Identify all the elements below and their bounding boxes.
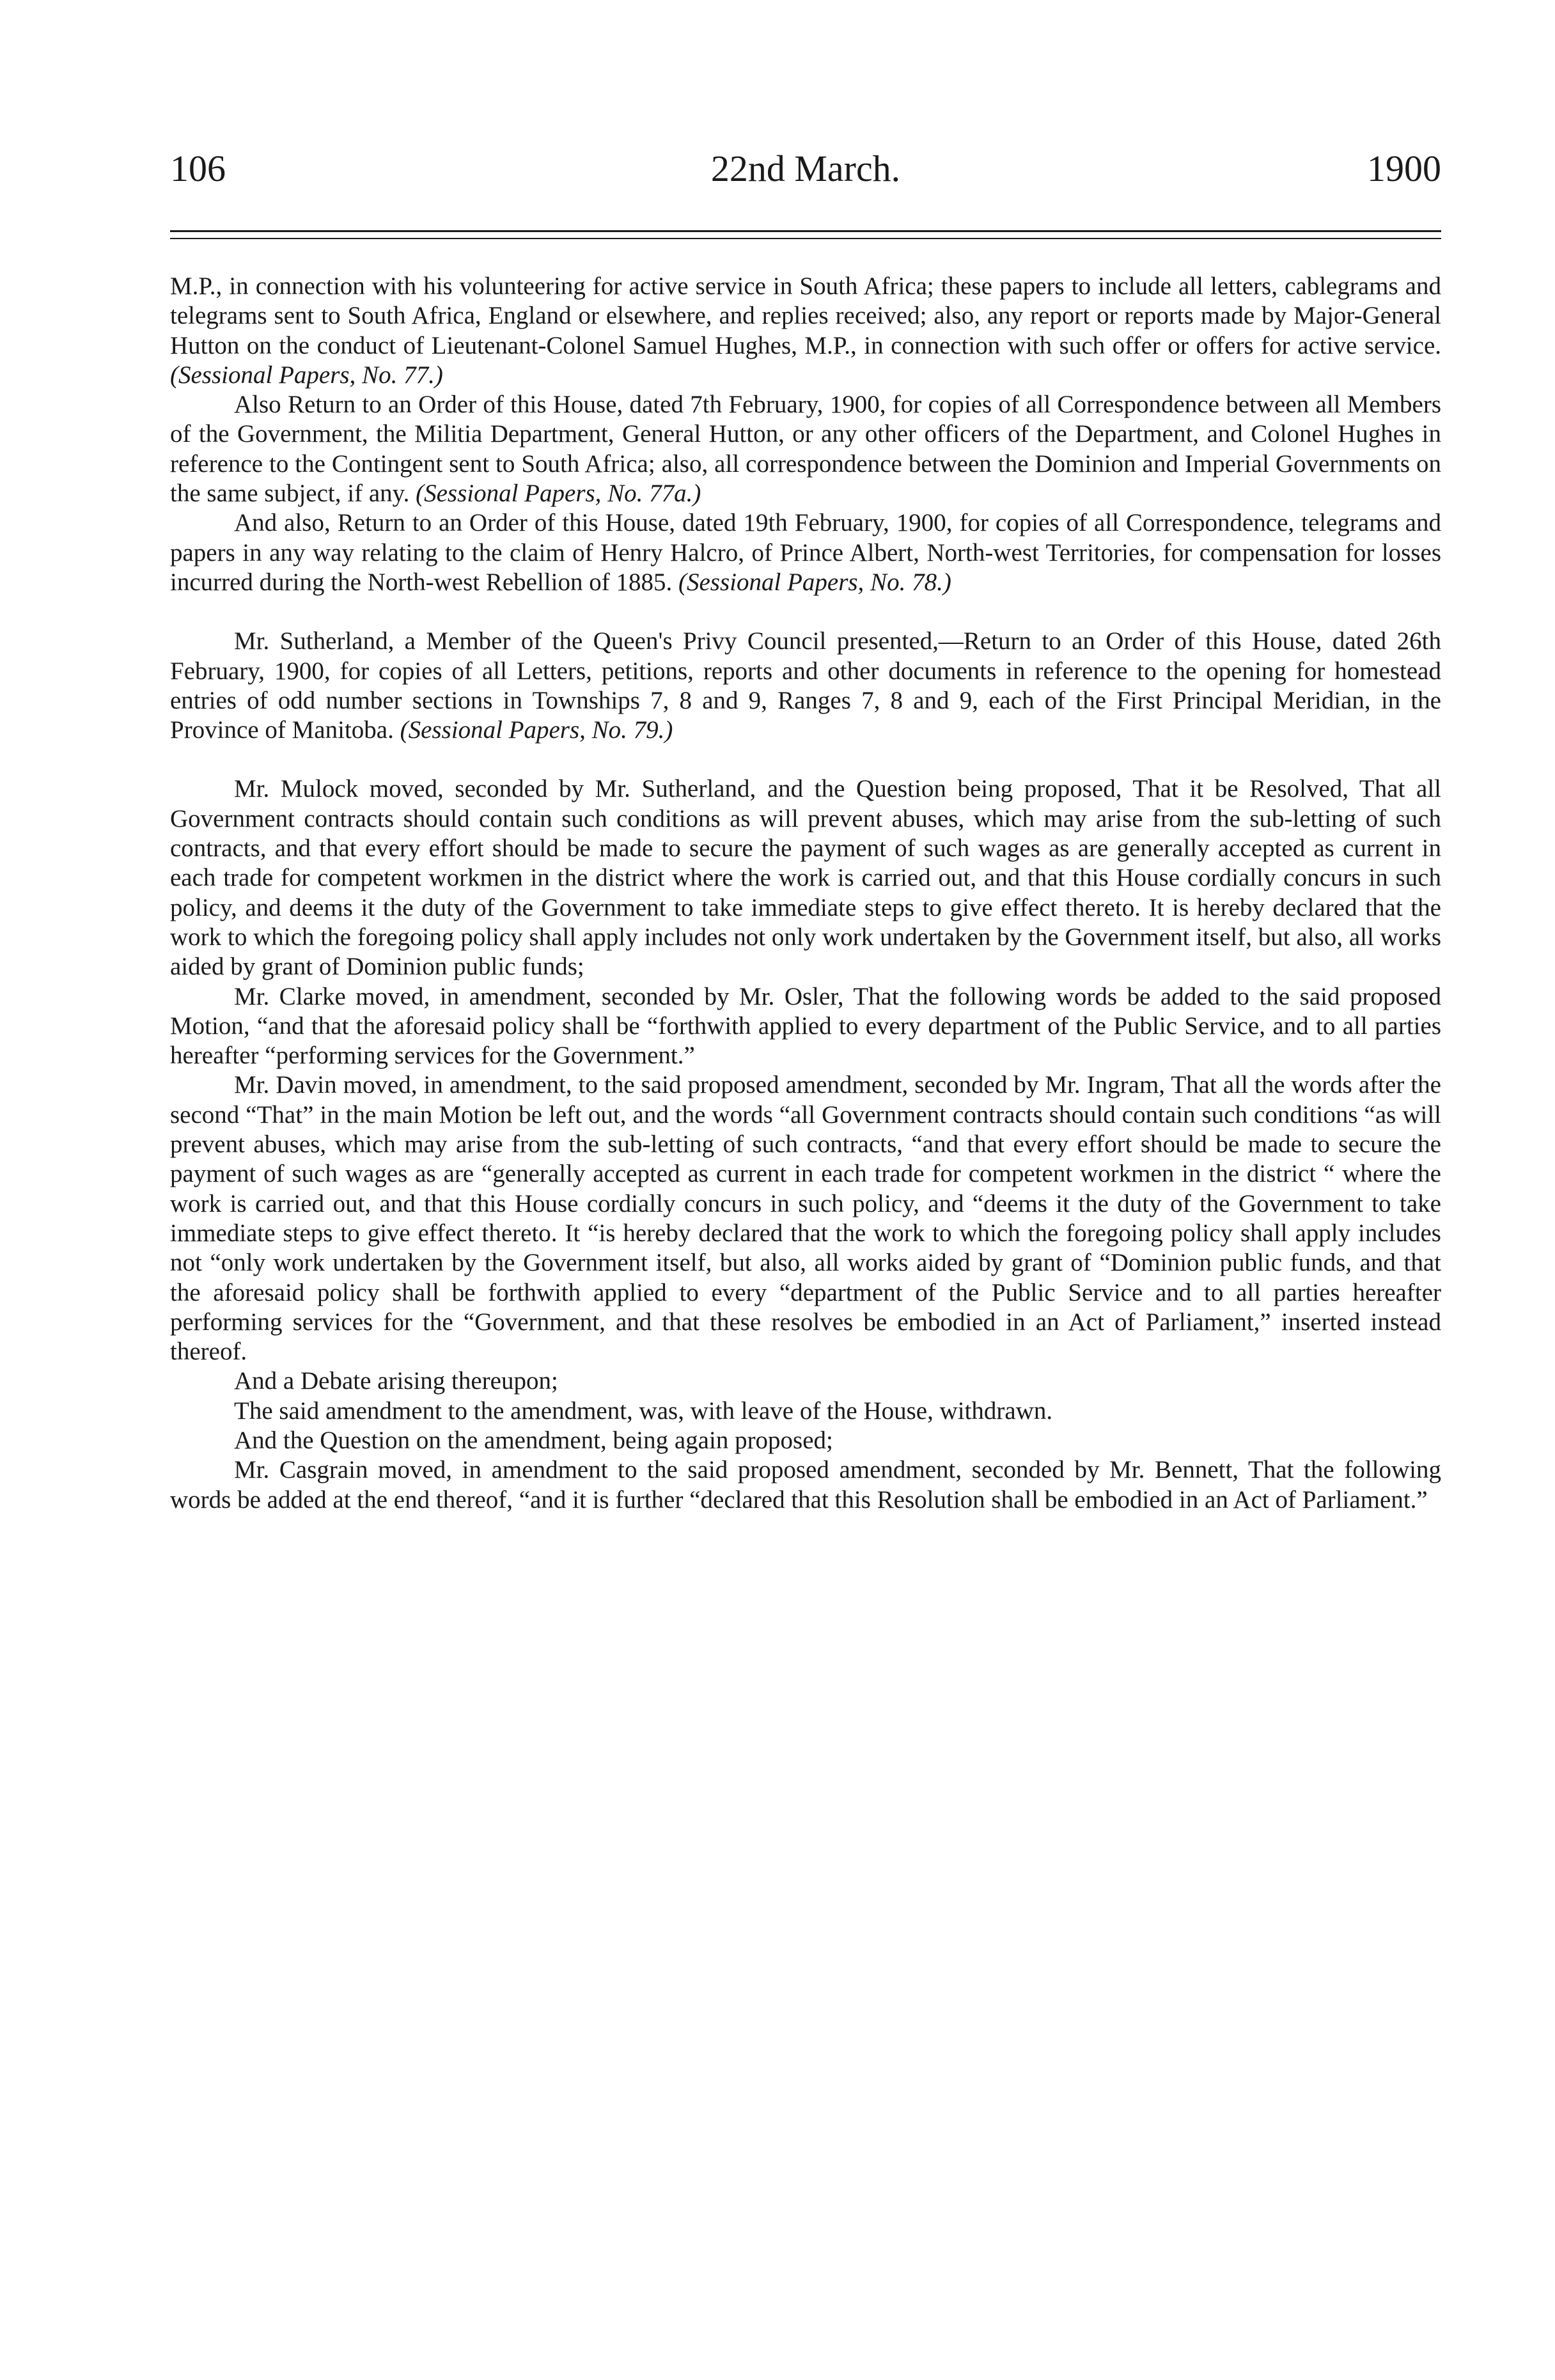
paragraph-sessional-78: And also, Return to an Order of this House, dated 19th February, 1900, for copies of all Correspondence, telegrams and papers in any way relating to the claim of Henry Halcro, of Prince Albert, North-west Territories, for compensation for losses incurred during the North-west Rebellion of 1885. (Sessional Papers, No. 78.): [170, 509, 1441, 596]
paragraph-clarke-amendment: Mr. Clarke moved, in amendment, seconded by Mr. Osler, That the following words be added to the said proposed Motion, “and that the aforesaid policy shall be “forthwith applied to every department of the Public Service, and to all parties hereafter “performing services for the Government.”: [170, 982, 1441, 1070]
paragraph-sessional-77: M.P., in connection with his volunteering for active service in South Africa; these papers to include all letters, cablegrams and telegrams sent to South Africa, England or elsewhere, and replies received; also, any report or reports made by Major-General Hutton on the conduct of Lieutenant-Colonel Samuel Hughes, M.P., in connection with such offer or offers for active service. (Sessional Papers, No. 77.): [170, 272, 1441, 389]
header-rule-top: [170, 230, 1441, 232]
paragraph-casgrain-amendment: Mr. Casgrain moved, in amendment to the said proposed amendment, seconded by Mr. Bennett, That the following words be added at the end thereof, “and it is further “declared that this Resolution shall be embodied in an Act of Parliament.”: [170, 1456, 1441, 1514]
paragraph-davin-amendment: Mr. Davin moved, in amendment, to the said proposed amendment, seconded by Mr. Ingram, That all the words after the second “That” in the main Motion be left out, and the words “all Government contracts should contain such conditions “as will prevent abuses, which may arise from the sub-letting of such contracts, “and that every effort should be made to secure the payment of such wages as are “generally accepted as current in each trade for competent workmen in the district “ where the work is carried out, and that this House cordially concurs in such policy, and “deems it the duty of the Government to take immediate steps to give effect thereto. It “is hereby declared that the work to which the foregoing policy shall apply includes not “only work undertaken by the Government itself, but also, all works aided by grant of “Dominion public funds, and that the aforesaid policy shall be forthwith applied to every “department of the Public Service and to all parties hereafter performing services for the “Government, and that these resolves be embodied in an Act of Parliament,” inserted instead thereof.: [170, 1071, 1441, 1366]
header-rule-bottom: [170, 238, 1441, 239]
paragraph-debate: And a Debate arising thereupon;: [234, 1367, 558, 1395]
paragraph-question-proposed: And the Question on the amendment, being again proposed;: [234, 1426, 833, 1454]
sessional-paper-ref: (Sessional Papers, No. 77a.): [416, 480, 701, 508]
sessional-paper-ref: (Sessional Papers, No. 77.): [170, 361, 443, 389]
page-body: [170, 272, 1441, 1515]
page-header: [170, 147, 1441, 205]
paragraph-sessional-77a: Also Return to an Order of this House, dated 7th February, 1900, for copies of all Correspondence between all Members of the Government, the Militia Department, General Hutton, or any other officers of the Department, and Colonel Hughes in reference to the Contingent sent to South Africa; also, all correspondence between the Dominion and Imperial Governments on the same subject, if any. (Sessional Papers, No. 77a.): [170, 391, 1441, 508]
paragraph-sessional-79: Mr. Sutherland, a Member of the Queen's Privy Council presented,—Return to an Order of this House, dated 26th February, 1900, for copies of all Letters, petitions, reports and other documents in reference to the opening for homestead entries of odd number sections in Townships 7, 8 and 9, Ranges 7, 8 and 9, each of the First Principal Meridian, in the Province of Manitoba. (Sessional Papers, No. 79.): [170, 627, 1441, 744]
sessional-paper-ref: (Sessional Papers, No. 79.): [400, 716, 673, 744]
sessional-paper-ref: (Sessional Papers, No. 78.): [678, 568, 951, 596]
paragraph-withdrawn: The said amendment to the amendment, was, with leave of the House, withdrawn.: [234, 1397, 1053, 1425]
page-year: 1900: [1367, 148, 1441, 189]
page-date: 22nd March.: [710, 148, 901, 189]
paragraph-mulock-motion: Mr. Mulock moved, seconded by Mr. Sutherland, and the Question being proposed, That it be Resolved, That all Government contracts should contain such conditions as will prevent abuses, which may arise from the sub-letting of such contracts, and that every effort should be made to secure the payment of such wages as are generally accepted as current in each trade for competent workmen in the district where the work is carried out, and that this House cordially concurs in such policy, and deems it the duty of the Government to take immediate steps to give effect thereto. It is hereby declared that the work to which the foregoing policy shall apply includes not only work undertaken by the Government itself, but also, all works aided by grant of Dominion public funds;: [170, 775, 1441, 981]
page-number: 106: [170, 148, 226, 189]
